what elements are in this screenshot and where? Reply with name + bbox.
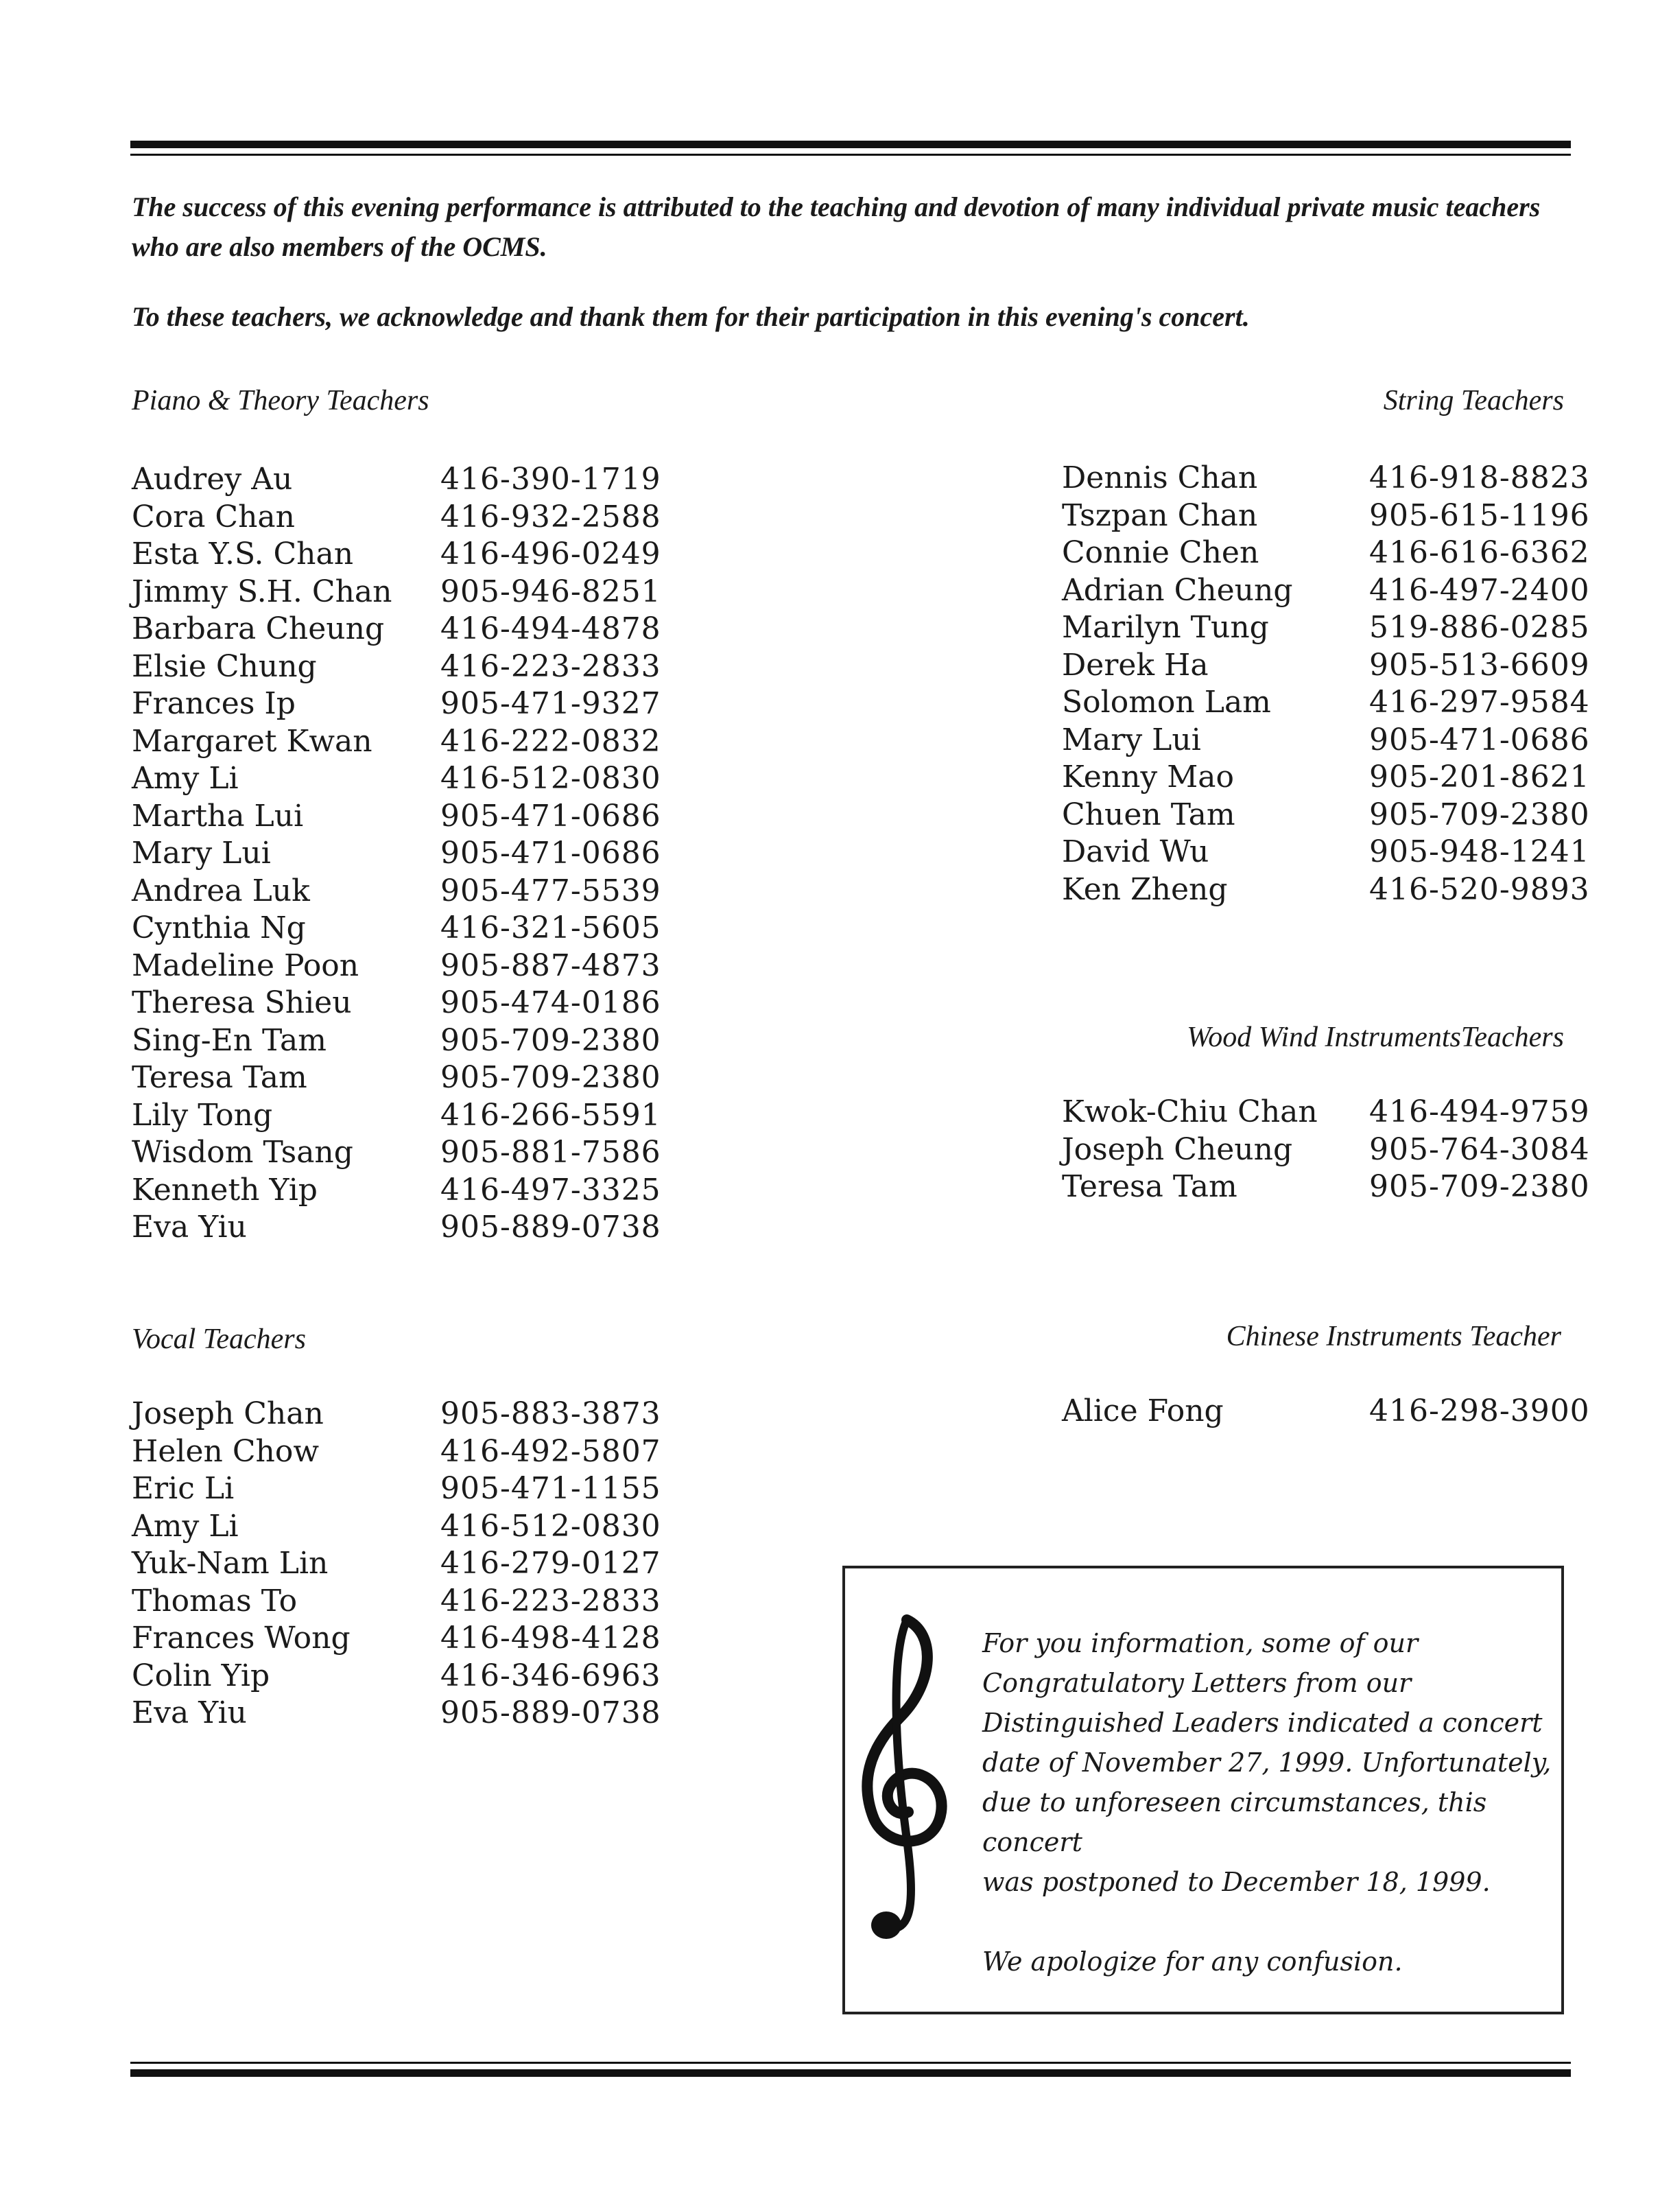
bottom-rule	[130, 2062, 1571, 2077]
piano-theory-heading: Piano & Theory Teachers	[132, 385, 429, 416]
thanks-paragraph: To these teachers, we acknowledge and thank them for their participation in this evening's concert.	[132, 301, 1250, 332]
teacher-name: Teresa Tam	[132, 1060, 307, 1095]
teacher-phone: 905-948-1241	[1369, 834, 1590, 869]
teacher-name: Kenneth Yip	[132, 1172, 318, 1208]
teacher-phone: 416-918-8823	[1369, 460, 1590, 495]
teacher-name: Kwok-Chiu Chan	[1062, 1094, 1318, 1129]
teacher-phone: 416-279-0127	[440, 1546, 661, 1581]
teacher-name: Barbara Cheung	[132, 611, 385, 646]
teacher-phone: 416-222-0832	[440, 723, 661, 759]
apology-text: We apologize for any confusion.	[982, 1946, 1403, 1977]
teacher-name: Amy Li	[132, 1508, 239, 1544]
teacher-row	[132, 948, 661, 985]
teacher-row	[1062, 497, 1590, 535]
notice-line-1: For you information, some of our	[982, 1628, 1419, 1658]
teacher-row	[132, 910, 661, 948]
teacher-phone: 416-932-2588	[440, 499, 661, 534]
teacher-name: Lily Tong	[132, 1097, 273, 1133]
teacher-row	[1062, 647, 1590, 685]
teacher-phone: 416-346-6963	[440, 1658, 661, 1693]
teacher-phone: 905-471-0686	[440, 798, 661, 834]
teacher-name: Mary Lui	[1062, 722, 1201, 757]
teacher-name: Jimmy S.H. Chan	[132, 574, 392, 609]
teacher-row	[132, 835, 661, 873]
teacher-name: Helen Chow	[132, 1433, 320, 1469]
teacher-phone: 416-520-9893	[1369, 871, 1590, 907]
teacher-phone: 905-471-9327	[440, 686, 661, 721]
string-list	[1062, 460, 1590, 908]
teacher-row	[132, 1508, 661, 1546]
teacher-phone: 416-223-2833	[440, 1583, 661, 1619]
teacher-name: Elsie Chung	[132, 648, 317, 684]
teacher-row	[132, 461, 661, 499]
teacher-name: Teresa Tam	[1062, 1169, 1237, 1204]
teacher-phone: 416-390-1719	[440, 462, 661, 497]
teacher-row	[132, 1059, 661, 1097]
teacher-phone: 905-764-3084	[1369, 1131, 1590, 1167]
teacher-name: Cynthia Ng	[132, 910, 306, 945]
teacher-phone: 905-474-0186	[440, 985, 661, 1020]
teacher-row	[1062, 684, 1590, 722]
teacher-row	[1062, 722, 1590, 760]
teacher-phone: 905-471-0686	[440, 836, 661, 871]
teacher-name: Esta Y.S. Chan	[132, 537, 354, 572]
teacher-row	[132, 685, 661, 723]
teacher-phone: 416-616-6362	[1369, 535, 1590, 570]
teacher-phone: 905-709-2380	[1369, 797, 1590, 832]
teacher-row	[132, 611, 661, 648]
teacher-row	[132, 798, 661, 836]
chinese-instruments-list	[1062, 1393, 1590, 1431]
teacher-phone: 416-494-4878	[440, 611, 661, 646]
teacher-phone: 905-946-8251	[440, 574, 661, 609]
teacher-phone: 905-709-2380	[1369, 1169, 1590, 1204]
teacher-name: Chuen Tam	[1062, 797, 1235, 832]
teacher-row	[132, 1209, 661, 1247]
teacher-row	[132, 648, 661, 686]
vocal-heading: Vocal Teachers	[132, 1323, 306, 1355]
chinese-instruments-heading: Chinese Instruments Teacher	[1226, 1321, 1561, 1352]
teacher-phone: 416-512-0830	[440, 1508, 661, 1544]
teacher-row	[1062, 460, 1590, 497]
teacher-row	[132, 1022, 661, 1060]
teacher-phone: 416-498-4128	[440, 1621, 661, 1656]
teacher-phone: 416-494-9759	[1369, 1094, 1590, 1129]
notice-line-5: due to unforeseen circumstances, this concert	[982, 1787, 1487, 1857]
teacher-name: Dennis Chan	[1062, 460, 1258, 495]
teacher-row	[1062, 534, 1590, 572]
teacher-name: Kenny Mao	[1062, 760, 1235, 795]
teacher-phone: 519-886-0285	[1369, 610, 1590, 645]
teacher-row	[132, 985, 661, 1022]
teacher-phone: 905-615-1196	[1369, 497, 1590, 533]
teacher-phone: 905-883-3873	[440, 1396, 661, 1431]
teacher-name: Solomon Lam	[1062, 685, 1271, 720]
teacher-phone: 416-266-5591	[440, 1097, 661, 1133]
teacher-name: Adrian Cheung	[1062, 572, 1293, 608]
teacher-phone: 905-709-2380	[440, 1060, 661, 1095]
teacher-phone: 905-471-0686	[1369, 722, 1590, 757]
notice-line-3: Distinguished Leaders indicated a concert	[982, 1708, 1543, 1738]
teacher-name: Andrea Luk	[132, 873, 310, 908]
teacher-row	[132, 723, 661, 761]
teacher-phone: 416-297-9584	[1369, 685, 1590, 720]
notice-line-6: was postponed to December 18, 1999.	[982, 1867, 1491, 1897]
teacher-name: Joseph Cheung	[1062, 1131, 1293, 1167]
teacher-row	[132, 1396, 661, 1433]
teacher-row	[1062, 797, 1590, 834]
teacher-name: Theresa Shieu	[132, 985, 352, 1020]
teacher-row	[1062, 1168, 1590, 1206]
teacher-row	[132, 1134, 661, 1172]
teacher-phone: 905-889-0738	[440, 1695, 661, 1730]
teacher-phone: 416-496-0249	[440, 537, 661, 572]
teacher-row	[132, 574, 661, 611]
teacher-row	[1062, 871, 1590, 909]
vocal-list	[132, 1396, 661, 1732]
teacher-row	[132, 1695, 661, 1732]
postponement-notice	[842, 1566, 1564, 2014]
teacher-name: Frances Ip	[132, 686, 296, 721]
teacher-phone: 905-513-6609	[1369, 647, 1590, 683]
teacher-phone: 905-881-7586	[440, 1135, 661, 1170]
teacher-row	[132, 1658, 661, 1695]
teacher-row	[1062, 1131, 1590, 1169]
teacher-row	[132, 1620, 661, 1658]
teacher-phone: 416-223-2833	[440, 648, 661, 684]
teacher-row	[1062, 1094, 1590, 1131]
teacher-name: Sing-En Tam	[132, 1022, 327, 1058]
notice-line-2: Congratulatory Letters from our	[982, 1668, 1412, 1698]
teacher-row	[132, 536, 661, 574]
piano-theory-list	[132, 461, 661, 1247]
teacher-name: Martha Lui	[132, 798, 304, 834]
teacher-row	[1062, 759, 1590, 797]
teacher-phone: 905-201-8621	[1369, 760, 1590, 795]
teacher-phone: 416-321-5605	[440, 910, 661, 945]
teacher-row	[132, 1097, 661, 1135]
treble-clef-icon	[853, 1613, 956, 1956]
teacher-name: David Wu	[1062, 834, 1209, 869]
teacher-phone: 416-497-2400	[1369, 572, 1590, 608]
teacher-name: Audrey Au	[132, 462, 293, 497]
teacher-name: Cora Chan	[132, 499, 295, 534]
teacher-row	[132, 1545, 661, 1583]
teacher-name: Eva Yiu	[132, 1695, 247, 1730]
teacher-row	[132, 1583, 661, 1621]
teacher-name: Mary Lui	[132, 836, 271, 871]
teacher-name: Wisdom Tsang	[132, 1135, 353, 1170]
teacher-row	[132, 1470, 661, 1508]
top-rule	[130, 141, 1571, 156]
teacher-row	[1062, 834, 1590, 871]
intro-paragraph: The success of this evening performance is attributed to the teaching and devotion of many individual private music teachers who are also members of the OCMS.	[132, 191, 1541, 262]
teacher-name: Eric Li	[132, 1471, 235, 1506]
teacher-row	[132, 1172, 661, 1210]
teacher-row	[1062, 572, 1590, 610]
teacher-name: Derek Ha	[1062, 647, 1209, 683]
teacher-name: Yuk-Nam Lin	[132, 1546, 329, 1581]
teacher-row	[132, 499, 661, 537]
teacher-name: Ken Zheng	[1062, 871, 1228, 907]
teacher-name: Amy Li	[132, 761, 239, 796]
teacher-phone: 416-298-3900	[1369, 1393, 1590, 1428]
teacher-row	[132, 1433, 661, 1471]
teacher-phone: 905-889-0738	[440, 1210, 661, 1245]
teacher-name: Colin Yip	[132, 1658, 270, 1693]
teacher-name: Alice Fong	[1062, 1393, 1224, 1428]
teacher-phone: 416-497-3325	[440, 1172, 661, 1208]
woodwind-heading: Wood Wind InstrumentsTeachers	[1187, 1022, 1564, 1053]
teacher-phone: 416-492-5807	[440, 1433, 661, 1469]
teacher-name: Joseph Chan	[132, 1396, 324, 1431]
teacher-name: Margaret Kwan	[132, 723, 372, 759]
teacher-phone: 905-887-4873	[440, 948, 661, 983]
string-heading: String Teachers	[1383, 385, 1564, 416]
teacher-phone: 416-512-0830	[440, 761, 661, 796]
teacher-name: Marilyn Tung	[1062, 610, 1269, 645]
teacher-name: Madeline Poon	[132, 948, 359, 983]
teacher-row	[132, 873, 661, 910]
woodwind-list	[1062, 1094, 1590, 1206]
teacher-phone: 905-471-1155	[440, 1471, 661, 1506]
teacher-row	[132, 760, 661, 798]
teacher-row	[1062, 1393, 1590, 1431]
teacher-name: Tszpan Chan	[1062, 497, 1258, 533]
teacher-name: Frances Wong	[132, 1621, 351, 1656]
teacher-name: Eva Yiu	[132, 1210, 247, 1245]
teacher-name: Thomas To	[132, 1583, 298, 1619]
teacher-row	[1062, 609, 1590, 647]
teacher-phone: 905-477-5539	[440, 873, 661, 908]
teacher-phone: 905-709-2380	[440, 1022, 661, 1058]
notice-line-4: date of November 27, 1999. Unfortunately,	[982, 1748, 1552, 1778]
teacher-name: Connie Chen	[1062, 535, 1259, 570]
